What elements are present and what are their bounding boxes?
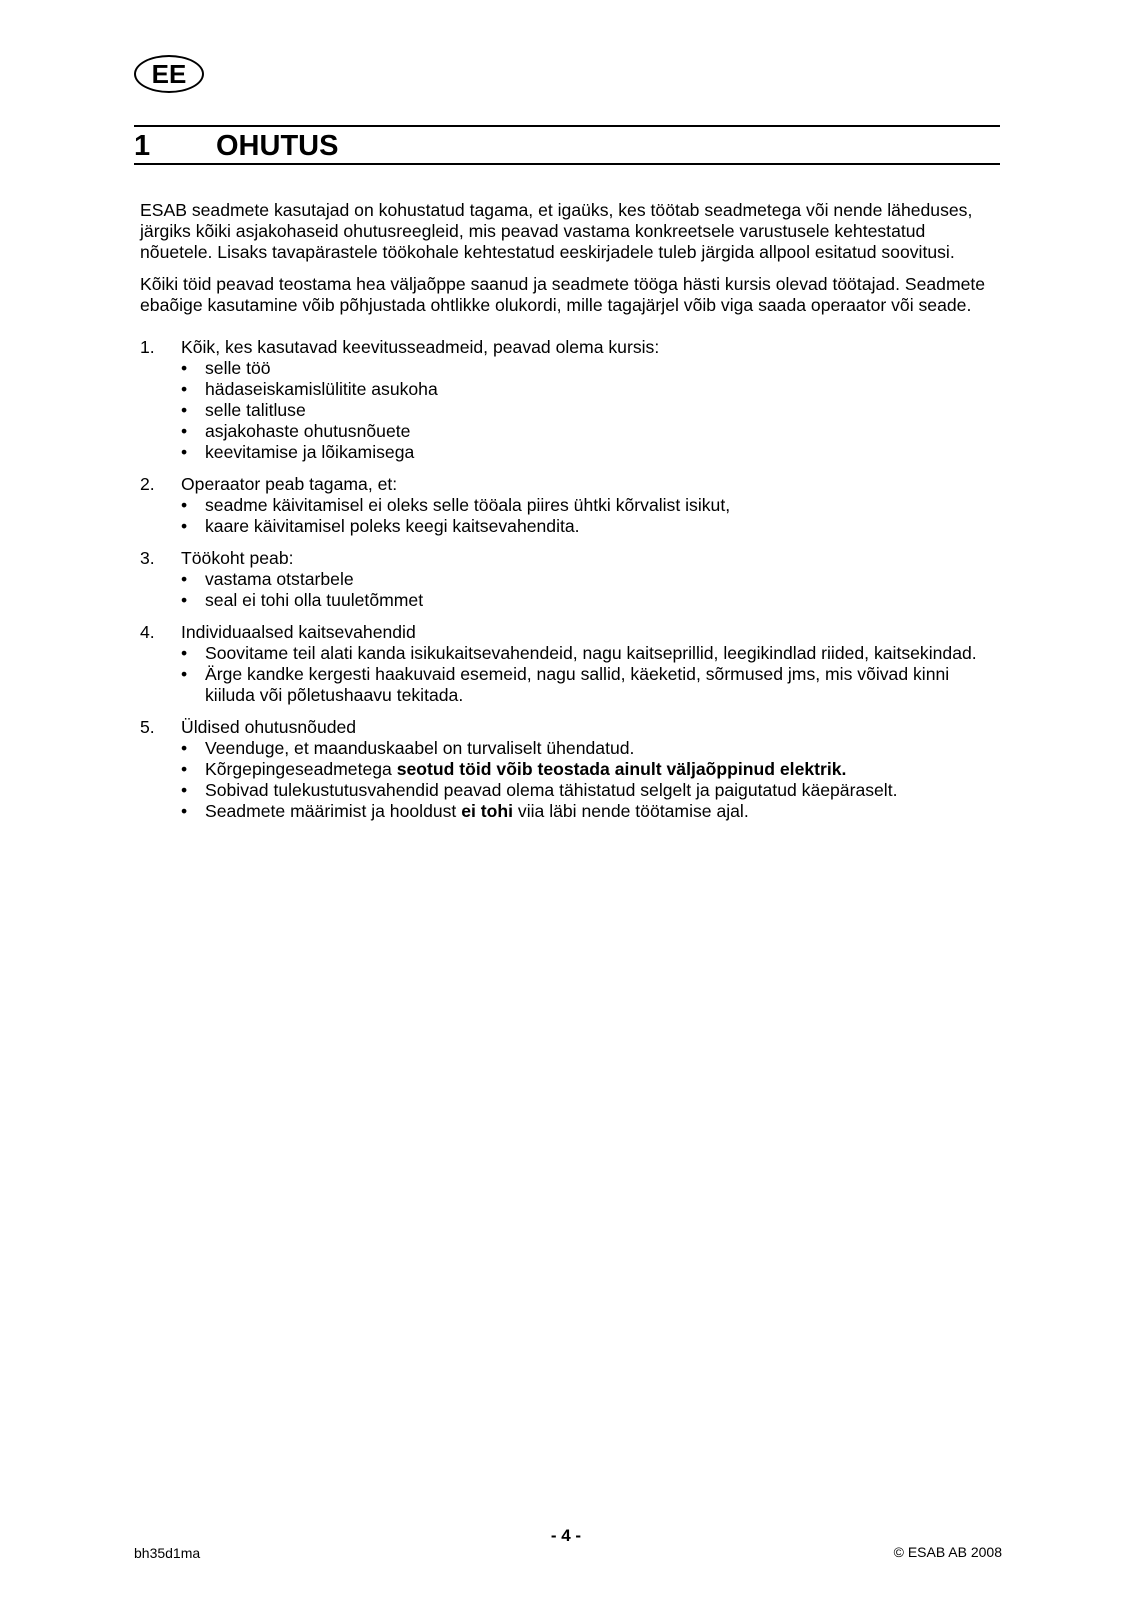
bullet-text: vastama otstarbele	[205, 569, 354, 589]
bullet-list	[181, 358, 1000, 463]
list-item-text: Individuaalsed kaitsevahendid	[181, 622, 416, 642]
list-item-number: 2.	[140, 474, 155, 494]
bullet-dot-icon: •	[181, 516, 188, 536]
bullet-dot-icon: •	[181, 590, 188, 610]
bullet-dot-icon: •	[181, 780, 188, 800]
list-item-number: 1.	[140, 337, 155, 357]
bullet-text: Sobivad tulekustutusvahendid peavad olema tähistatud selgelt ja paigutatud käepäraselt.	[205, 780, 898, 800]
bullet-text: Kõrgepingeseadmetega	[205, 759, 397, 779]
list-item	[140, 717, 1000, 822]
bullet-item	[181, 759, 1000, 780]
language-badge: EE	[134, 55, 204, 93]
list-item	[140, 548, 1000, 611]
bullet-dot-icon: •	[181, 421, 188, 441]
bullet-bold-text: seotud töid võib teostada ainult väljaõppinud elektrik.	[396, 759, 847, 779]
bullet-item	[181, 569, 1000, 590]
bullet-item	[181, 664, 1000, 706]
bullet-dot-icon: •	[181, 664, 188, 684]
bullet-dot-icon: •	[181, 442, 188, 462]
intro-paragraph: Kõiki töid peavad teostama hea väljaõppe saanud ja seadmete tööga hästi kursis olevad töötajad. Seadmete ebaõige kasutamine võib põhjustada ohtlikke olukordi, mille tagajärjel võib viga saada operaator või seade.	[140, 274, 986, 315]
copyright: © ESAB AB 2008	[893, 1544, 1002, 1560]
safety-list	[140, 337, 1000, 822]
intro-paragraph: ESAB seadmete kasutajad on kohustatud tagama, et igaüks, kes töötab seadmetega või nende läheduses, järgiks kõiki asjakohaseid ohutusreegleid, mis peavad vastama konkreetsele varustusele kehtestatud nõuetele. Lisaks tavapärastele töökohale kehtestatud eeskirjadele tuleb järgida allpool esitatud soovitusi.	[140, 200, 973, 262]
bullet-dot-icon: •	[181, 738, 188, 758]
list-item-text: Kõik, kes kasutavad keevitusseadmeid, peavad olema kursis:	[181, 337, 660, 357]
heading-top-rule	[134, 125, 1000, 127]
section-number: 1	[134, 130, 151, 162]
bullet-text: Seadmete määrimist ja hooldust	[205, 801, 462, 821]
list-item-text: Töökoht peab:	[181, 548, 294, 568]
bullet-dot-icon: •	[181, 379, 188, 399]
list-item	[140, 474, 1000, 537]
bullet-list	[181, 643, 1000, 706]
bullet-dot-icon: •	[181, 759, 188, 779]
bullet-item	[181, 421, 1000, 442]
page-number: - 4 -	[550, 1526, 582, 1545]
bullet-text: keevitamise ja lõikamisega	[205, 442, 415, 462]
bullet-text: selle talitluse	[205, 400, 306, 420]
list-item	[140, 622, 1000, 706]
list-item-number: 4.	[140, 622, 155, 642]
bullet-text: seadme käivitamisel ei oleks selle tööala piires ühtki kõrvalist isikut,	[205, 495, 731, 515]
list-item-number: 3.	[140, 548, 155, 568]
bullet-dot-icon: •	[181, 358, 188, 378]
bullet-dot-icon: •	[181, 495, 188, 515]
bullet-list	[181, 495, 1000, 537]
bullet-item	[181, 780, 1000, 801]
bullet-text: hädaseiskamislülitite asukoha	[205, 379, 438, 399]
bullet-list	[181, 569, 1000, 611]
bullet-dot-icon: •	[181, 400, 188, 420]
bullet-dot-icon: •	[181, 569, 188, 589]
bullet-text: Veenduge, et maanduskaabel on turvaliselt ühendatud.	[205, 738, 635, 758]
bullet-item	[181, 400, 1000, 421]
bullet-item	[181, 358, 1000, 379]
bullet-text: Soovitame teil alati kanda isikukaitsevahendeid, nagu kaitseprillid, leegikindlad riided, kaitsekindad.	[205, 643, 977, 663]
document-code: bh35d1ma	[134, 1545, 201, 1561]
list-item	[140, 337, 1000, 463]
bullet-text: Ärge kandke kergesti haakuvaid esemeid, nagu sallid, käeketid, sõrmused jms, mis võivad kinni kiiluda või põletushaavu tekitada.	[205, 664, 950, 705]
bullet-dot-icon: •	[181, 801, 188, 821]
bullet-item	[181, 643, 1000, 664]
bullet-item	[181, 379, 1000, 400]
list-item-text: Üldised ohutusnõuded	[181, 717, 357, 737]
bullet-dot-icon: •	[181, 643, 188, 663]
document-body	[140, 200, 1000, 833]
bullet-text: seal ei tohi olla tuuletõmmet	[205, 590, 424, 610]
list-item-text: Operaator peab tagama, et:	[181, 474, 398, 494]
bullet-item	[181, 516, 1000, 537]
bullet-item	[181, 738, 1000, 759]
bullet-text: asjakohaste ohutusnõuete	[205, 421, 411, 441]
list-item-number: 5.	[140, 717, 155, 737]
bullet-item	[181, 590, 1000, 611]
heading-bottom-rule	[134, 163, 1000, 165]
bullet-list	[181, 738, 1000, 822]
bullet-text: viia läbi nende töötamise ajal.	[513, 801, 749, 821]
bullet-text: selle töö	[205, 358, 271, 378]
bullet-item	[181, 801, 1000, 822]
bullet-text: kaare käivitamisel poleks keegi kaitsevahendita.	[205, 516, 580, 536]
bullet-item	[181, 495, 1000, 516]
bullet-bold-text: ei tohi	[461, 801, 514, 821]
section-title: OHUTUS	[216, 130, 339, 162]
bullet-item	[181, 442, 1000, 463]
